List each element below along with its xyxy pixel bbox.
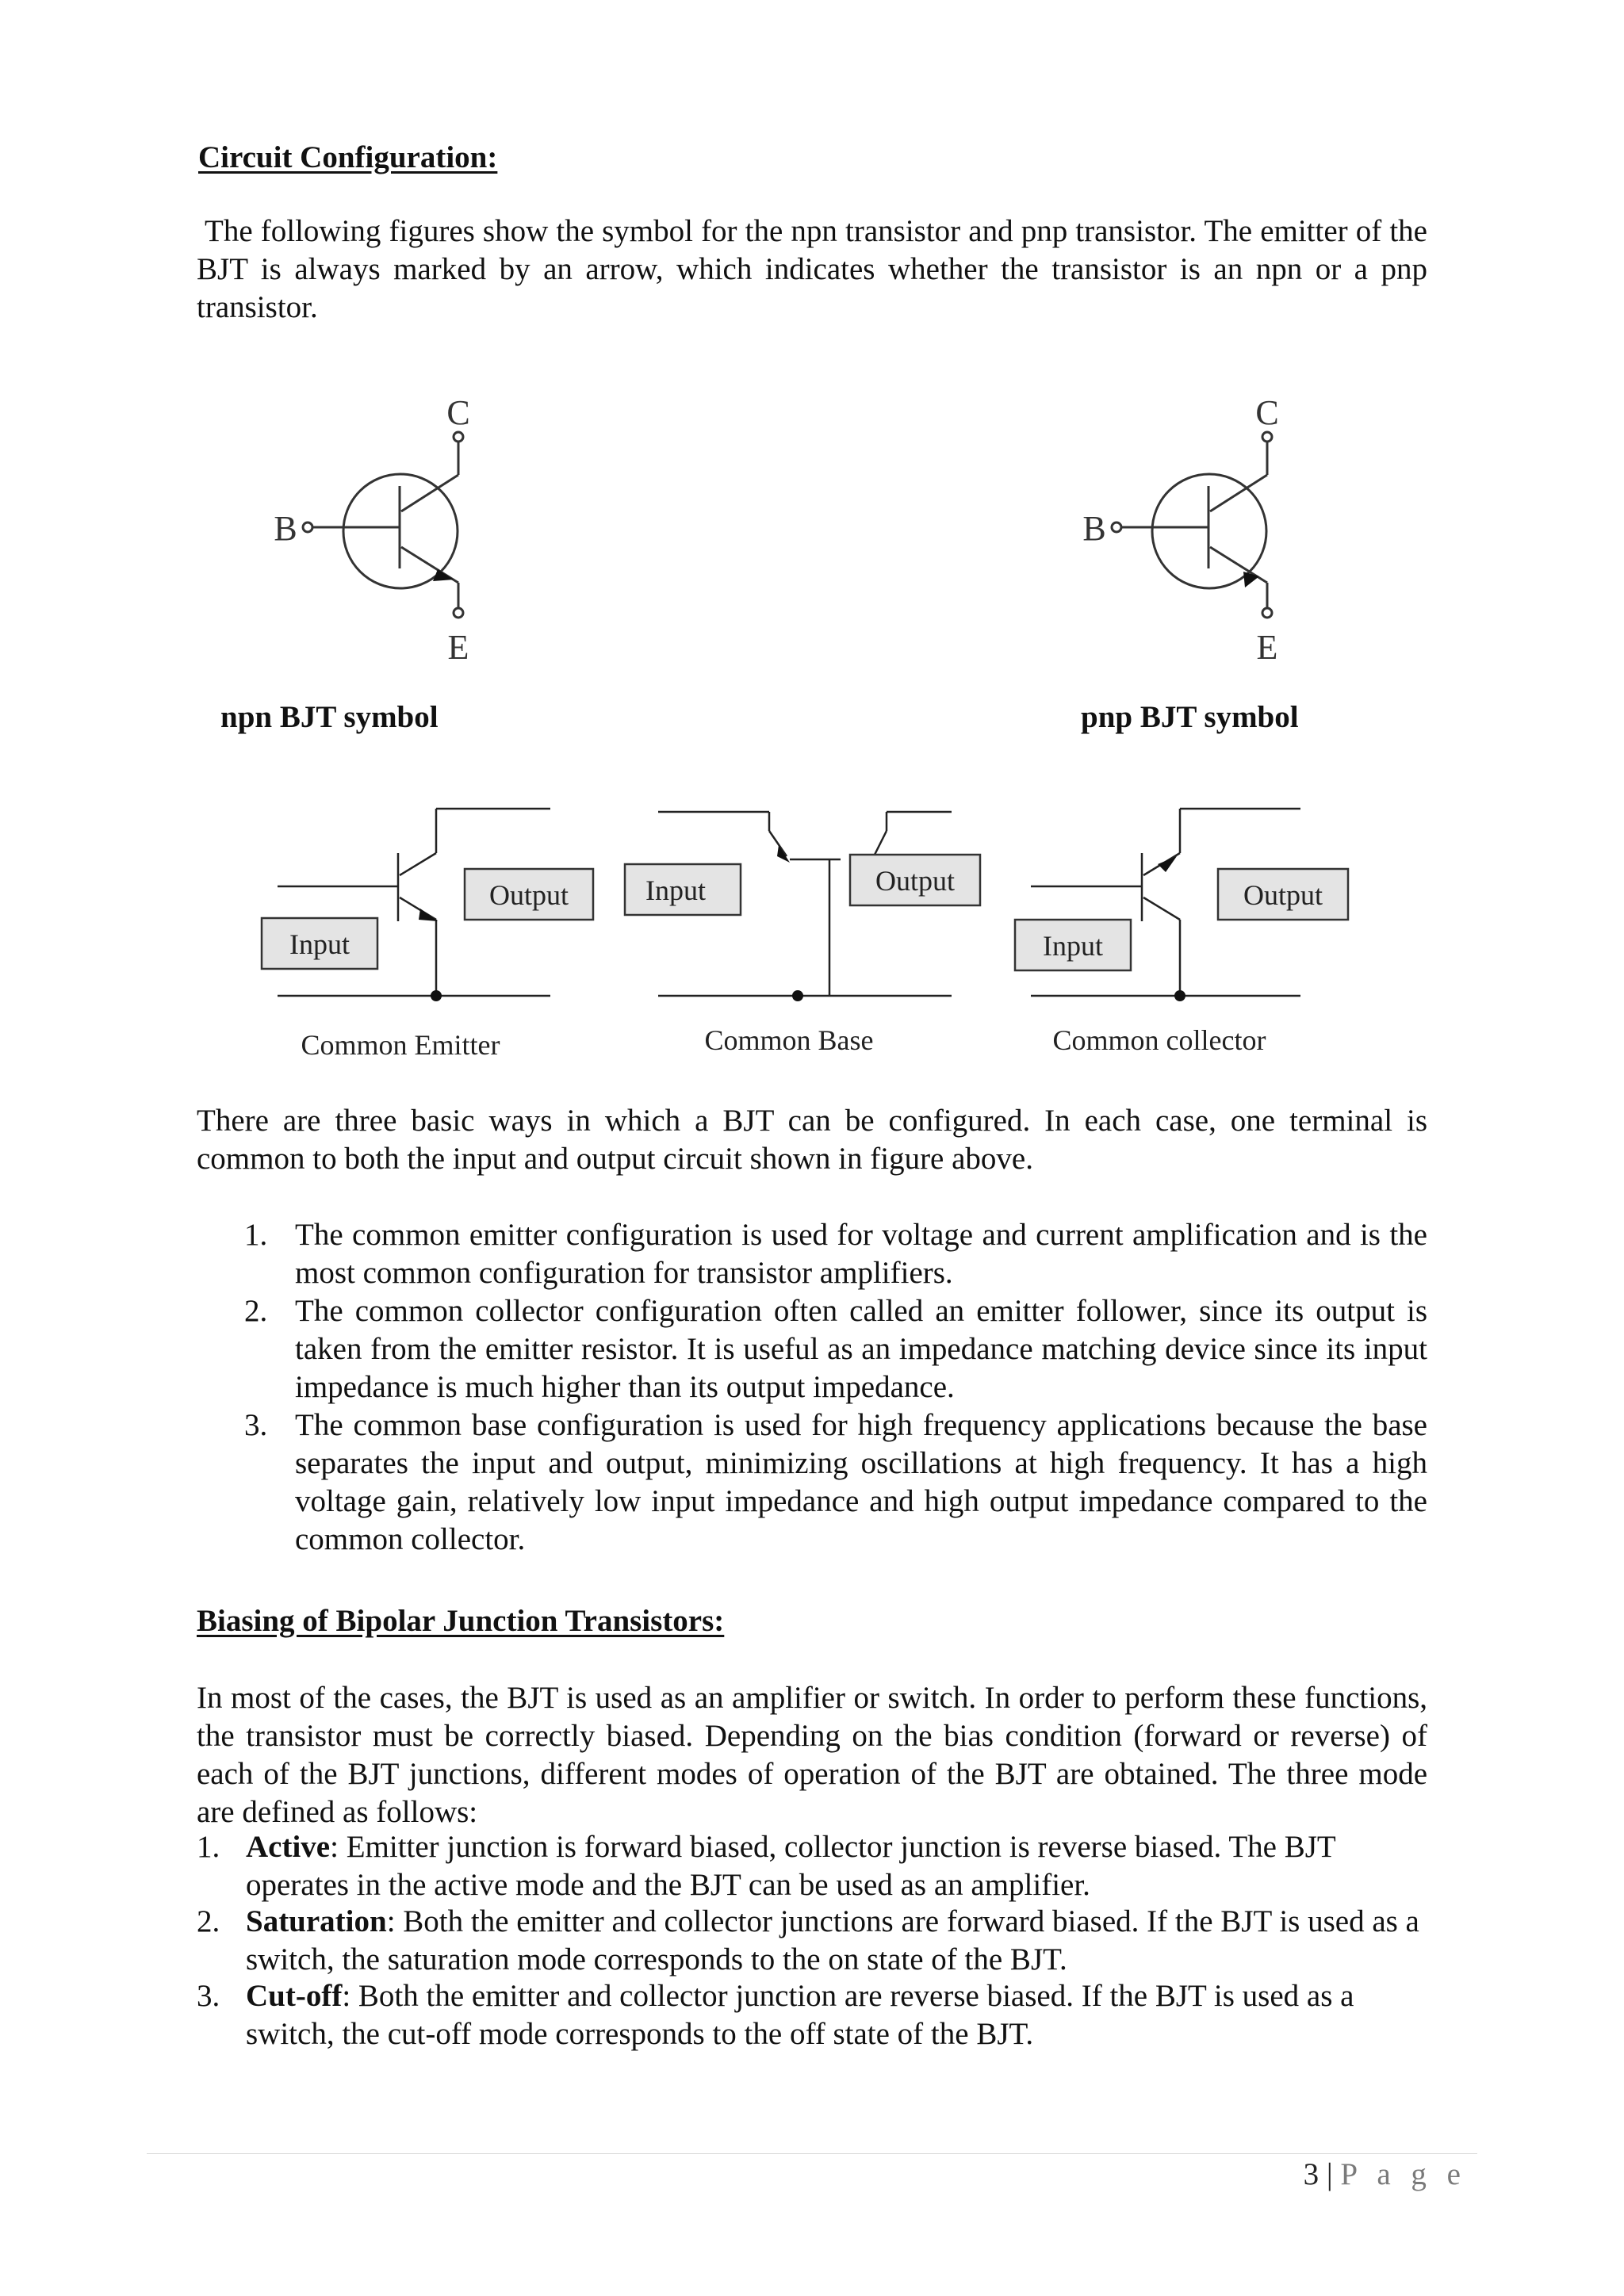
pnp-emitter-label: E [1256, 628, 1278, 667]
common-collector-label: Common collector [1052, 1024, 1266, 1056]
ce-input-label: Input [289, 928, 350, 960]
bjt-configurations-diagram [254, 793, 1372, 1070]
list-item [244, 1216, 1427, 1292]
configurations-paragraph: There are three basic ways in which a BJT can be configured. In each case, one terminal is common to both the input and output circuit shown in figure above. [197, 1104, 1427, 1176]
common-emitter-label: Common Emitter [301, 1029, 500, 1061]
cb-input-label: Input [645, 874, 706, 906]
pnp-symbol-caption: pnp BJT symbol [1081, 700, 1299, 734]
page-separator: | [1326, 2157, 1333, 2191]
list-item [244, 1406, 1427, 1559]
list-item-number: 1. [244, 1218, 268, 1252]
pnp-base-label: B [1082, 509, 1106, 548]
section-heading-biasing: Biasing of Bipolar Junction Transistors: [197, 1604, 725, 1638]
mode-description: : Emitter junction is forward biased, collector junction is reverse biased. The BJT operates in the active mode and the BJT can be used as an amplifier. [246, 1830, 1336, 1902]
section-heading-circuit-configuration: Circuit Configuration: [198, 140, 498, 174]
pnp-collector-label: C [1255, 393, 1279, 432]
npn-collector-label: C [446, 393, 470, 432]
npn-symbol-caption: npn BJT symbol [220, 700, 439, 734]
page-label: P a g e [1340, 2157, 1467, 2191]
page-footer [1304, 2156, 1467, 2192]
list-item-number: 2. [244, 1294, 268, 1328]
cc-output-label: Output [1243, 879, 1323, 911]
list-item-number: 3. [244, 1408, 268, 1442]
pnp-transistor-symbol [1063, 392, 1316, 670]
mode-description: : Both the emitter and collector junction are reverse biased. If the BJT is used as a switch, the cut-off mode corresponds to the off state of the BJT. [246, 1979, 1354, 2051]
list-item [197, 1903, 1427, 1979]
mode-term: Cut-off [246, 1979, 343, 2013]
common-base-label: Common Base [704, 1024, 874, 1056]
list-item [197, 1977, 1427, 2053]
list-item-number: 1. [197, 1830, 220, 1864]
list-item [197, 1828, 1427, 1904]
list-item [244, 1292, 1427, 1406]
biasing-paragraph: In most of the cases, the BJT is used as an amplifier or switch. In order to perform these functions, the transistor must be correctly biased. Depending on the bias condition (forward or reverse) of each of the BJT junctions, different modes of operation of the BJT are obtained. The three mode are defined as follows: [197, 1681, 1427, 1829]
mode-term: Active [246, 1830, 331, 1864]
npn-base-label: B [274, 509, 297, 548]
cb-output-label: Output [875, 865, 956, 897]
npn-emitter-label: E [447, 628, 469, 667]
mode-description: : Both the emitter and collector junctions are forward biased. If the BJT is used as a switch, the saturation mode corresponds to the on state of the BJT. [246, 1904, 1419, 1976]
list-item-text: The common base configuration is used for high frequency applications because the base separates the input and output, minimizing oscillations at high frequency. It has a high voltage gain, relatively low input impedance and high output impedance compared to the common collector. [295, 1408, 1427, 1556]
intro-paragraph: The following figures show the symbol for the npn transistor and pnp transistor. The emitter of the BJT is always marked by an arrow, which indicates whether the transistor is an npn or a pnp transistor. [197, 214, 1427, 324]
list-item-text: The common collector configuration often called an emitter follower, since its output is taken from the emitter resistor. It is useful as an impedance matching device since its input impedance is much higher than its output impedance. [295, 1294, 1427, 1404]
list-item-number: 3. [197, 1979, 220, 2013]
cc-input-label: Input [1043, 930, 1103, 962]
page-number: 3 [1303, 2157, 1320, 2191]
mode-term: Saturation [246, 1904, 387, 1938]
ce-output-label: Output [488, 879, 569, 911]
list-item-number: 2. [197, 1904, 220, 1938]
list-item-text: The common emitter configuration is used for voltage and current amplification and is the most common configuration for transistor amplifiers. [295, 1218, 1427, 1290]
npn-transistor-symbol [254, 392, 508, 670]
footer-divider [147, 2153, 1477, 2154]
